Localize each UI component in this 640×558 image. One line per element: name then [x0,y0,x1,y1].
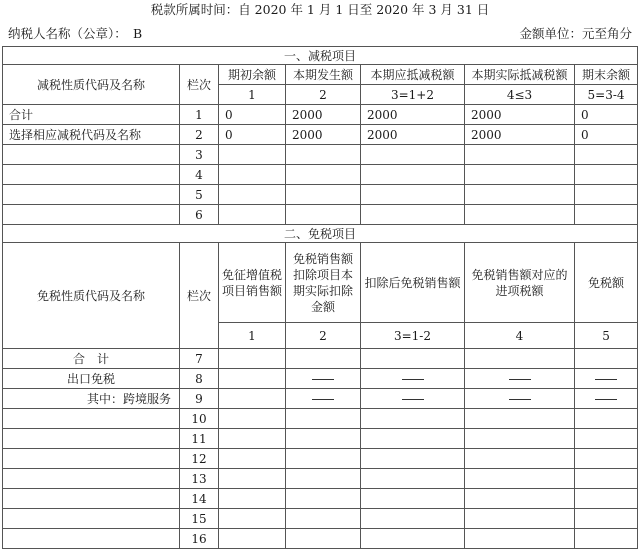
amount-cell [575,429,638,449]
amount-cell [465,409,575,429]
amount-cell [575,369,638,389]
amount-cell [219,165,286,185]
amount-cell [361,509,465,529]
amount-cell: 0 [575,105,638,125]
line-number: 8 [180,369,219,389]
exemption-section-row [3,225,638,243]
amount-cell [286,349,361,369]
amount-cell: 2000 [465,125,575,145]
reduction-col-header: 本期发生额 [286,65,361,85]
exemption-col-num: 4 [465,323,575,349]
amount-cell: 0 [219,125,286,145]
amount-cell [286,529,361,549]
amount-cell [575,165,638,185]
exemption-col-num: 2 [286,323,361,349]
amount-cell [219,489,286,509]
amount-cell [219,509,286,529]
amount-cell [361,369,465,389]
line-number: 7 [180,349,219,369]
line-number: 10 [180,409,219,429]
exemption-col-header: 免税销售额扣除项目本期实际扣除金额 [286,243,361,323]
table-row [3,409,638,429]
amount-cell [219,449,286,469]
amount-cell [286,165,361,185]
table-row [3,509,638,529]
table-row [3,529,638,549]
exemption-col-header: 免税销售额对应的进项税额 [465,243,575,323]
line-number: 5 [180,185,219,205]
amount-cell [465,449,575,469]
table-row [3,489,638,509]
amount-cell [361,409,465,429]
amount-cell [575,409,638,429]
amount-cell [219,389,286,409]
amount-cell [361,185,465,205]
amount-cell [361,205,465,225]
reduction-code-header: 减税性质代码及名称 [3,65,180,105]
amount-cell [219,185,286,205]
amount-cell [286,145,361,165]
amount-cell: 2000 [361,105,465,125]
amount-cell [286,509,361,529]
amount-cell [219,409,286,429]
exemption-col-header: 扣除后免税销售额 [361,243,465,323]
not-applicable-dash [312,399,334,400]
not-applicable-dash [509,379,531,380]
amount-cell [465,429,575,449]
amount-cell [286,185,361,205]
amount-cell [465,165,575,185]
amount-cell [361,429,465,449]
amount-cell [575,205,638,225]
exemption-code-name [3,509,180,529]
amount-cell [575,469,638,489]
exemption-code-name [3,529,180,549]
line-number: 12 [180,449,219,469]
amount-cell [361,529,465,549]
amount-cell [465,529,575,549]
table-row [3,125,638,145]
exemption-section-title: 二、免税项目 [3,225,638,243]
exemption-code-name: 出口免税 [3,369,180,389]
line-number: 4 [180,165,219,185]
table-row [3,165,638,185]
reduction-col-num: 1 [219,85,286,105]
exemption-header-row [3,243,638,323]
amount-unit: 金额单位：元至角分 [519,26,632,41]
not-applicable-dash [595,379,617,380]
exemption-col-num: 5 [575,323,638,349]
exemption-code-name: 合 计 [3,349,180,369]
table-row [3,389,638,409]
line-number: 13 [180,469,219,489]
taxpayer-name: 纳税人名称（公章）： B [8,26,143,41]
reduction-line-header: 栏次 [180,65,219,105]
exemption-col-header: 免税额 [575,243,638,323]
amount-cell [575,489,638,509]
amount-cell [361,489,465,509]
amount-cell [575,529,638,549]
amount-cell [465,389,575,409]
amount-cell [219,205,286,225]
exemption-line-header: 栏次 [180,243,219,349]
reduction-code-name [3,185,180,205]
amount-cell [219,349,286,369]
amount-cell [361,349,465,369]
reduction-code-name [3,165,180,185]
exemption-code-name: 其中：跨境服务 [3,389,180,409]
tax-form-table [2,46,638,549]
line-number: 9 [180,389,219,409]
line-number: 6 [180,205,219,225]
amount-cell [286,205,361,225]
reduction-code-name: 选择相应减税代码及名称 [3,125,180,145]
amount-cell [465,469,575,489]
amount-cell: 0 [575,125,638,145]
exemption-code-name [3,409,180,429]
reduction-section-title: 一、减税项目 [3,47,638,65]
amount-cell [575,509,638,529]
not-applicable-dash [595,399,617,400]
amount-cell [219,369,286,389]
exemption-code-name [3,469,180,489]
table-row [3,185,638,205]
amount-cell: 2000 [286,105,361,125]
line-number: 1 [180,105,219,125]
amount-cell [286,389,361,409]
table-row [3,429,638,449]
line-number: 14 [180,489,219,509]
amount-cell [361,449,465,469]
amount-cell [465,369,575,389]
amount-cell [575,389,638,409]
exemption-col-num: 3=1-2 [361,323,465,349]
amount-cell [286,449,361,469]
reduction-code-name [3,205,180,225]
exemption-code-header: 免税性质代码及名称 [3,243,180,349]
not-applicable-dash [312,379,334,380]
exemption-code-name [3,429,180,449]
amount-cell [465,349,575,369]
line-number: 16 [180,529,219,549]
reduction-col-header: 本期实际抵减税额 [465,65,575,85]
line-number: 2 [180,125,219,145]
not-applicable-dash [509,399,531,400]
reduction-col-num: 4≤3 [465,85,575,105]
table-row [3,205,638,225]
line-number: 3 [180,145,219,165]
reduction-code-name: 合计 [3,105,180,125]
amount-cell [286,469,361,489]
tax-period: 税款所属时间：自 2020 年 1 月 1 日至 2020 年 3 月 31 日 [150,2,490,17]
amount-cell [219,469,286,489]
amount-cell [465,509,575,529]
amount-cell [219,529,286,549]
reduction-section-row [3,47,638,65]
reduction-col-header: 期初余额 [219,65,286,85]
not-applicable-dash [402,399,424,400]
amount-cell [465,489,575,509]
amount-cell: 0 [219,105,286,125]
reduction-col-num: 5=3-4 [575,85,638,105]
reduction-col-header: 本期应抵减税额 [361,65,465,85]
amount-cell [575,185,638,205]
amount-cell [575,449,638,469]
reduction-col-num: 3=1+2 [361,85,465,105]
table-row [3,469,638,489]
amount-cell [219,429,286,449]
amount-cell: 2000 [286,125,361,145]
reduction-code-name [3,145,180,165]
amount-cell [361,145,465,165]
amount-cell [286,429,361,449]
amount-cell [465,205,575,225]
exemption-col-num: 1 [219,323,286,349]
amount-cell [465,145,575,165]
line-number: 11 [180,429,219,449]
reduction-col-num: 2 [286,85,361,105]
amount-cell [361,165,465,185]
table-row [3,449,638,469]
line-number: 15 [180,509,219,529]
table-row [3,369,638,389]
table-row [3,145,638,165]
amount-cell [361,469,465,489]
amount-cell [361,389,465,409]
amount-cell [575,349,638,369]
not-applicable-dash [402,379,424,380]
amount-cell [465,185,575,205]
exemption-code-name [3,449,180,469]
amount-cell [575,145,638,165]
amount-cell [219,145,286,165]
reduction-col-header: 期末余额 [575,65,638,85]
amount-cell [286,369,361,389]
amount-cell: 2000 [361,125,465,145]
exemption-col-header: 免征增值税项目销售额 [219,243,286,323]
amount-cell: 2000 [465,105,575,125]
table-row [3,349,638,369]
exemption-code-name [3,489,180,509]
table-row [3,105,638,125]
amount-cell [286,489,361,509]
amount-cell [286,409,361,429]
reduction-header-row [3,65,638,85]
